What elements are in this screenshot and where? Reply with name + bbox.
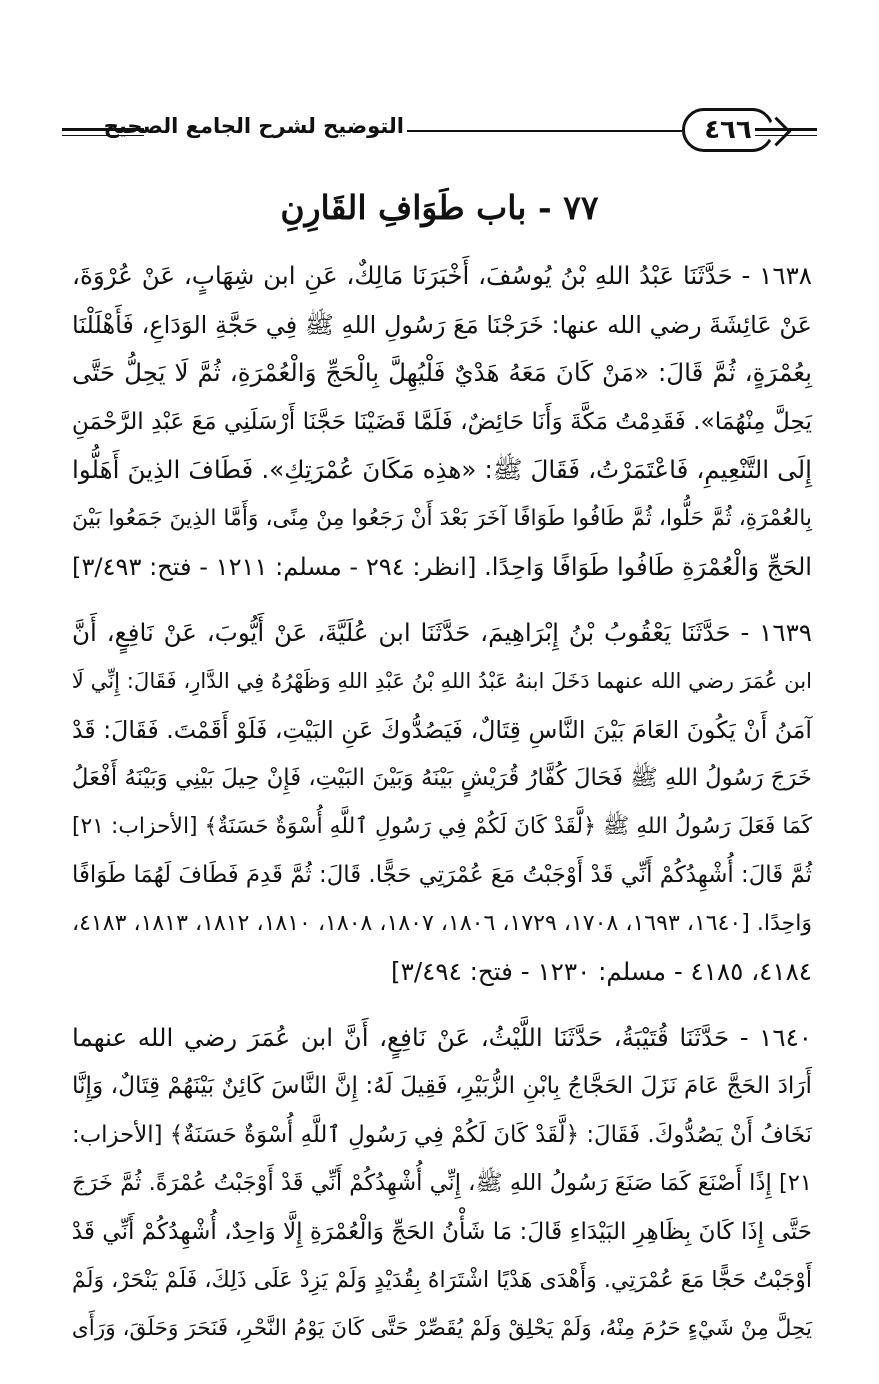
text-line: ١٦٣٩ - حَدَّثَنَا يَعْقُوبُ بْنُ إِبْرَاهِيمَ، حَدَّثَنَا ابن عُلَيَّةَ، عَنْ أَيُّوبَ، عَنْ نَافِعٍ، أَنَّ <box>72 617 812 647</box>
text-line: بِعُمْرَةٍ، ثُمَّ قَالَ: «مَنْ كَانَ مَعَهُ هَدْيٌ فَلْيُهِلَّ بِالْحَجِّ وَالْعُمْرَةِ، ثُمَّ لَا يَحِلُّ حَتَّى <box>72 358 812 387</box>
text-line: الحَجِّ وَالْعُمْرَةِ طَافُوا طَوَافًا وَاحِدًا. [انظر: ٢٩٤ - مسلم: ١٢١١ - فتح: ٣/٤٩٣] <box>72 553 812 581</box>
text-line: ثُمَّ قَالَ: أُشْهِدُكُمْ أَنِّي قَدْ أَوْجَبْتُ مَعَ عُمْرَتِي حَجًّا. قَالَ: ثُمَّ قَدِمَ فَطَافَ لَهُمَا طَوَافًا <box>72 862 812 888</box>
text-line: يَحِلَّ مِنْ شَيْءٍ حَرُمَ مِنْهُ، وَلَمْ يَحْلِقْ وَلَمْ يُقَصِّرْ حَتَّى كَانَ يَوْمُ النَّحْرِ، فَنَحَرَ وَحَلَقَ، وَرَأَى <box>71 1315 812 1341</box>
text-line: آمَنُ أَنْ يَكُونَ العَامَ بَيْنَ النَّاسِ قِتَالٌ، فَيَصُدُّوكَ عَنِ البَيْتِ، فَلَوْ أَقَمْتَ. فَقَالَ: قَدْ <box>72 715 812 744</box>
header-rule-right <box>755 128 817 131</box>
chapter-heading: ٧٧ - باب طَوَافِ القَارِنِ <box>280 188 599 227</box>
hadith-1639 <box>72 609 812 997</box>
hadith-1638 <box>72 252 812 592</box>
text-line: حَتَّى إِذَا كَانَ بِظَاهِرِ البَيْدَاءِ قَالَ: مَا شَأْنُ الحَجِّ وَالْعُمْرَةِ إِلَّا وَاحِدٌ، أُشْهِدُكُمْ أَنِّي قَدْ <box>71 1218 812 1245</box>
text-line: ١٦٣٨ - حَدَّثَنَا عَبْدُ اللهِ بْنُ يُوسُفَ، أَخْبَرَنَا مَالِكٌ، عَنِ ابن شِهَابٍ، عَنْ عُرْوَةَ، <box>72 261 812 290</box>
text-line: كَمَا فَعَلَ رَسُولُ اللهِ ﷺ ﴿لَّقَدْ كَانَ لَكُمْ فِي رَسُولِ ٱللَّهِ أُسْوَةٌ حَسَنَةٌ﴾ [الأحزاب: ٢١] <box>72 813 812 839</box>
text-line: إِلَى التَّنْعِيمِ، فَاعْتَمَرْتُ، فَقَالَ ﷺ: «هذِه مَكَانَ عُمْرَتِكِ». فَطَافَ الذِينَ أَهَلُّوا <box>72 455 812 484</box>
page-number: ٤٦٦ <box>682 108 774 152</box>
hadith-1640 <box>72 1014 812 1354</box>
running-header <box>62 108 817 160</box>
text-line: ٤١٨٤، ٤١٨٥ - مسلم: ١٢٣٠ - فتح: ٣/٤٩٤] <box>391 957 812 986</box>
text-line: أَرَادَ الحَجَّ عَامَ نَزَلَ الحَجَّاجُ بِابْنِ الزُّبَيْرِ، فَقِيلَ لَهُ: إِنَّ النَّاسَ كَائِنٌ بَيْنَهُمْ قِتَالٌ، وَإِنَّا <box>72 1072 812 1099</box>
page-body <box>72 252 812 1370</box>
text-line: ابن عُمَرَ رضي الله عنهما دَخَلَ ابنهُ عَبْدُ اللهِ بْنُ عَبْدِ اللهِ وَظَهْرُهُ فِي الدَّارِ، فَقَالَ: إِنِّي لَا <box>71 668 812 693</box>
running-title: التوضيح لشرح الجامع الصحيح <box>103 114 404 138</box>
text-line: أَوْجَبْتُ حَجًّا مَعَ عُمْرَتِي. وَأَهْدَى هَدْيًا اشْتَرَاهُ بِقُدَيْدٍ وَلَمْ يَزِدْ عَلَى ذَلِكَ، فَلَمْ يَنْحَرْ، وَلَمْ <box>72 1267 812 1293</box>
header-rule-middle <box>407 130 682 132</box>
text-line: عَنْ عَائِشَةَ رضي الله عنها: خَرَجْنَا مَعَ رَسُولِ اللهِ ﷺ فِي حَجَّةِ الوَدَاعِ، فَأَهْلَلْنَا <box>72 310 812 339</box>
text-line: بِالعُمْرَةِ، ثُمَّ حَلُّوا، ثُمَّ طَافُوا طَوَافًا آخَرَ بَعْدَ أَنْ رَجَعُوا مِنْ مِنًى، وَأَمَّا الذِينَ جَمَعُوا بَيْنَ <box>72 505 812 531</box>
text-line: نَخَافُ أَنْ يَصُدُّوكَ. فَقَالَ: ﴿لَّقَدْ كَانَ لَكُمْ فِي رَسُولِ ٱللَّهِ أُسْوَةٌ حَسَنَةٌ﴾ [الأحزاب: <box>72 1121 812 1148</box>
text-line: ١٦٤٠ - حَدَّثَنَا قُتَيْبَةُ، حَدَّثَنَا اللَّيْثُ، عَنْ نَافِعٍ، أَنَّ ابن عُمَرَ رضي الله عنهما <box>72 1022 812 1052</box>
text-line: وَاحِدًا. [١٦٤٠، ١٦٩٣، ١٧٠٨، ١٧٢٩، ١٨٠٦، ١٨٠٧، ١٨٠٨، ١٨١٠، ١٨١٢، ١٨١٣، ٤١٨٣، <box>72 910 812 936</box>
text-line: ٢١] إِذًا أَصْنَعَ كَمَا صَنَعَ رَسُولُ اللهِ ﷺ، إِنِّي أُشْهِدُكُمْ أَنِّي قَدْ أَوْجَبْتُ عُمْرَةً. ثُمَّ خَرَجَ <box>72 1170 812 1196</box>
text-line: خَرَجَ رَسُولُ اللهِ ﷺ فَحَالَ كُفَّارُ قُرَيْشٍ بَيْنَهُ وَبَيْنَ البَيْتِ، فَإِنْ حِيلَ بَيْنِي وَبَيْنَهُ أَفْعَلُ <box>71 765 812 791</box>
text-line: يَحِلَّ مِنْهُمَا». فَقَدِمْتُ مَكَّةَ وَأَنَا حَائِضٌ، فَلَمَّا قَضَيْنَا حَجَّنَا أَرْسَلَنِي مَعَ عَبْدِ الرَّحْمَنِ <box>71 407 812 435</box>
